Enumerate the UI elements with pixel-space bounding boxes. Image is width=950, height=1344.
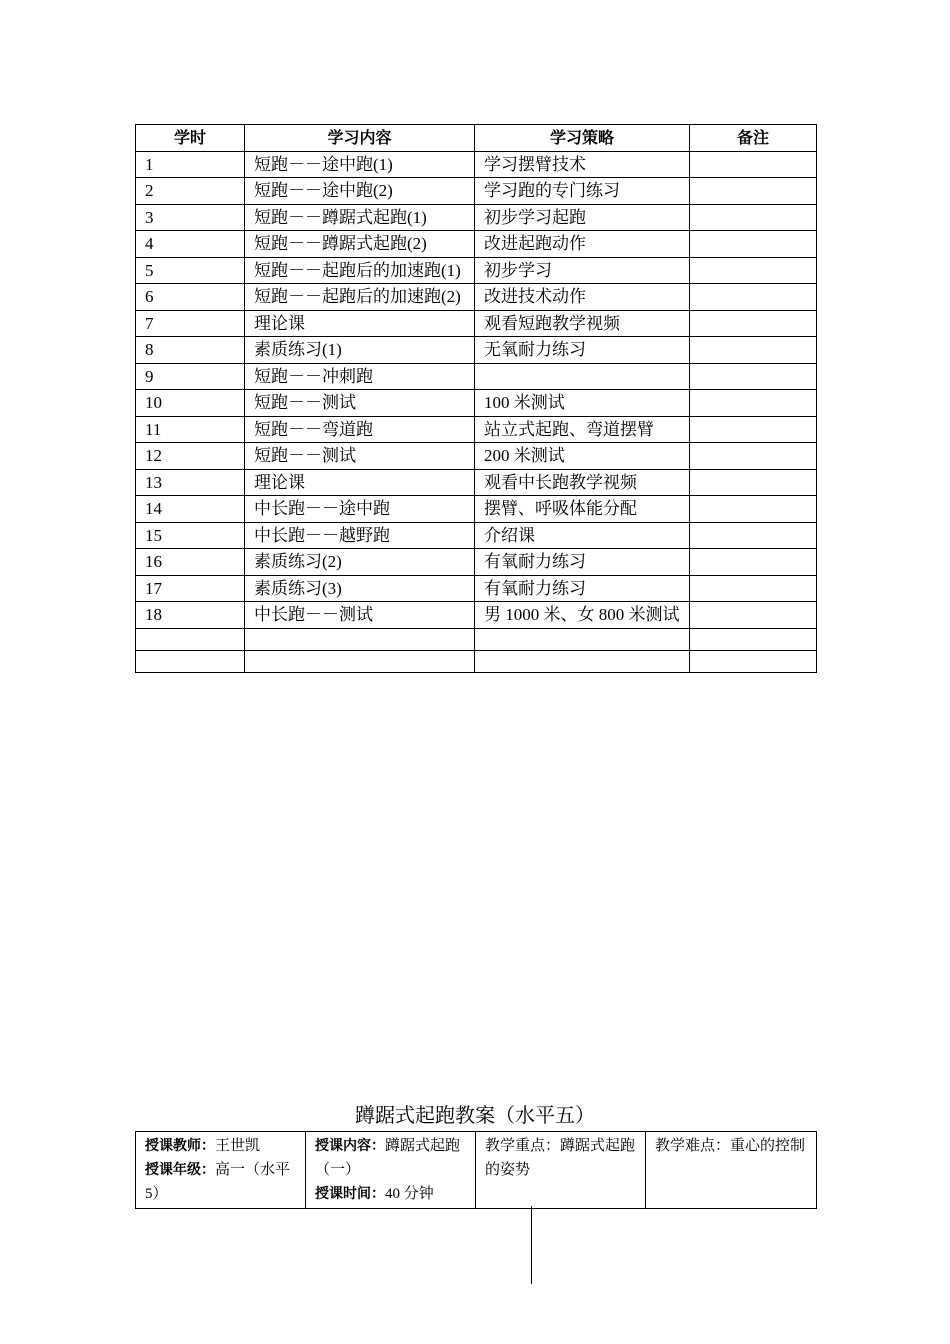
cell-remarks bbox=[690, 416, 817, 443]
cell-strategy: 100 米测试 bbox=[475, 390, 690, 417]
table-row bbox=[136, 522, 817, 549]
difficulty-cell bbox=[646, 1132, 817, 1209]
lesson-plan-info-row bbox=[136, 1132, 817, 1209]
cell-content: 短跑－－途中跑(2) bbox=[245, 178, 475, 205]
cell-class-hour: 15 bbox=[136, 522, 245, 549]
cell-strategy: 200 米测试 bbox=[475, 443, 690, 470]
cell-strategy: 摆臂、呼吸体能分配 bbox=[475, 496, 690, 523]
cell-content: 素质练习(1) bbox=[245, 337, 475, 364]
cell-remarks bbox=[690, 257, 817, 284]
cell-strategy: 初步学习起跑 bbox=[475, 204, 690, 231]
cell-class-hour: 1 bbox=[136, 151, 245, 178]
table-row bbox=[136, 416, 817, 443]
table-row bbox=[136, 310, 817, 337]
table-row bbox=[136, 178, 817, 205]
time-label: 授课时间： bbox=[315, 1186, 385, 1202]
table-row bbox=[136, 257, 817, 284]
empty-cell bbox=[475, 628, 690, 650]
empty-cell bbox=[136, 628, 245, 650]
cell-class-hour: 3 bbox=[136, 204, 245, 231]
table-row bbox=[136, 602, 817, 629]
time-value: 40 分钟 bbox=[385, 1186, 434, 1202]
cell-class-hour: 16 bbox=[136, 549, 245, 576]
table-row bbox=[136, 496, 817, 523]
lesson-plan-title: 蹲踞式起跑教案（水平五） bbox=[355, 1105, 595, 1127]
cell-strategy: 观看短跑教学视频 bbox=[475, 310, 690, 337]
cell-class-hour: 6 bbox=[136, 284, 245, 311]
empty-cell bbox=[690, 650, 817, 672]
cell-content: 短跑－－蹲踞式起跑(2) bbox=[245, 231, 475, 258]
cell-strategy bbox=[475, 363, 690, 390]
cell-class-hour: 18 bbox=[136, 602, 245, 629]
cell-remarks bbox=[690, 575, 817, 602]
cell-content: 中长跑－－越野跑 bbox=[245, 522, 475, 549]
cell-class-hour: 4 bbox=[136, 231, 245, 258]
cell-strategy: 无氧耐力练习 bbox=[475, 337, 690, 364]
cell-remarks bbox=[690, 231, 817, 258]
lesson-plan-info-table bbox=[135, 1131, 817, 1209]
cell-class-hour: 11 bbox=[136, 416, 245, 443]
cell-content: 短跑－－弯道跑 bbox=[245, 416, 475, 443]
cell-remarks bbox=[690, 522, 817, 549]
table-row bbox=[136, 231, 817, 258]
schedule-body bbox=[136, 151, 817, 672]
header-content: 学习内容 bbox=[245, 125, 475, 152]
cell-remarks bbox=[690, 469, 817, 496]
cell-class-hour: 2 bbox=[136, 178, 245, 205]
cell-remarks bbox=[690, 549, 817, 576]
cell-content: 短跑－－蹲踞式起跑(1) bbox=[245, 204, 475, 231]
empty-cell bbox=[475, 650, 690, 672]
cell-remarks bbox=[690, 390, 817, 417]
teacher-label: 授课教师： bbox=[145, 1138, 215, 1154]
cell-content: 中长跑－－测试 bbox=[245, 602, 475, 629]
table-row bbox=[136, 575, 817, 602]
cell-class-hour: 9 bbox=[136, 363, 245, 390]
cell-strategy: 有氧耐力练习 bbox=[475, 549, 690, 576]
cell-content: 短跑－－冲刺跑 bbox=[245, 363, 475, 390]
cell-remarks bbox=[690, 178, 817, 205]
divider-line bbox=[531, 1206, 532, 1284]
table-row bbox=[136, 204, 817, 231]
course-schedule-table bbox=[135, 124, 817, 673]
cell-content: 理论课 bbox=[245, 310, 475, 337]
grade-value: 高一（水平 5） bbox=[145, 1162, 291, 1202]
cell-class-hour: 17 bbox=[136, 575, 245, 602]
cell-remarks bbox=[690, 496, 817, 523]
cell-class-hour: 7 bbox=[136, 310, 245, 337]
cell-strategy: 学习跑的专门练习 bbox=[475, 178, 690, 205]
cell-content: 素质练习(3) bbox=[245, 575, 475, 602]
cell-strategy: 改进技术动作 bbox=[475, 284, 690, 311]
cell-strategy: 有氧耐力练习 bbox=[475, 575, 690, 602]
header-remarks: 备注 bbox=[690, 125, 817, 152]
content-value: 蹲踞式起跑（一） bbox=[315, 1138, 461, 1178]
content-label: 授课内容： bbox=[315, 1138, 385, 1154]
cell-strategy: 男 1000 米、女 800 米测试 bbox=[475, 602, 690, 629]
cell-strategy: 站立式起跑、弯道摆臂 bbox=[475, 416, 690, 443]
cell-class-hour: 12 bbox=[136, 443, 245, 470]
cell-remarks bbox=[690, 204, 817, 231]
table-row bbox=[136, 363, 817, 390]
cell-class-hour: 14 bbox=[136, 496, 245, 523]
cell-content: 理论课 bbox=[245, 469, 475, 496]
empty-cell bbox=[245, 650, 475, 672]
key-point-text: 教学重点：蹲踞式起跑的姿势 bbox=[485, 1138, 636, 1178]
table-row bbox=[136, 151, 817, 178]
cell-remarks bbox=[690, 310, 817, 337]
table-row bbox=[136, 284, 817, 311]
cell-strategy: 观看中长跑教学视频 bbox=[475, 469, 690, 496]
cell-content: 短跑－－起跑后的加速跑(2) bbox=[245, 284, 475, 311]
empty-cell bbox=[690, 628, 817, 650]
cell-remarks bbox=[690, 151, 817, 178]
cell-content: 中长跑－－途中跑 bbox=[245, 496, 475, 523]
cell-strategy: 初步学习 bbox=[475, 257, 690, 284]
content-time-cell bbox=[306, 1132, 476, 1209]
cell-strategy: 学习摆臂技术 bbox=[475, 151, 690, 178]
cell-content: 短跑－－测试 bbox=[245, 443, 475, 470]
grade-label: 授课年级： bbox=[145, 1162, 215, 1178]
table-row bbox=[136, 337, 817, 364]
cell-strategy: 改进起跑动作 bbox=[475, 231, 690, 258]
empty-cell bbox=[245, 628, 475, 650]
cell-class-hour: 5 bbox=[136, 257, 245, 284]
cell-content: 短跑－－途中跑(1) bbox=[245, 151, 475, 178]
table-row bbox=[136, 390, 817, 417]
key-point-cell bbox=[476, 1132, 646, 1209]
table-row bbox=[136, 549, 817, 576]
cell-remarks bbox=[690, 602, 817, 629]
teacher-name: 王世凯 bbox=[215, 1138, 261, 1154]
cell-remarks bbox=[690, 284, 817, 311]
cell-class-hour: 8 bbox=[136, 337, 245, 364]
teacher-grade-cell bbox=[136, 1132, 306, 1209]
cell-class-hour: 10 bbox=[136, 390, 245, 417]
cell-strategy: 介绍课 bbox=[475, 522, 690, 549]
header-strategy: 学习策略 bbox=[475, 125, 690, 152]
cell-content: 短跑－－起跑后的加速跑(1) bbox=[245, 257, 475, 284]
empty-table-row bbox=[136, 628, 817, 650]
header-class-hour: 学时 bbox=[136, 125, 245, 152]
cell-remarks bbox=[690, 337, 817, 364]
cell-remarks bbox=[690, 443, 817, 470]
cell-remarks bbox=[690, 363, 817, 390]
empty-cell bbox=[136, 650, 245, 672]
table-row bbox=[136, 469, 817, 496]
table-header-row bbox=[136, 125, 817, 152]
table-row bbox=[136, 443, 817, 470]
empty-table-row bbox=[136, 650, 817, 672]
cell-content: 素质练习(2) bbox=[245, 549, 475, 576]
cell-class-hour: 13 bbox=[136, 469, 245, 496]
difficulty-text: 教学难点：重心的控制 bbox=[655, 1138, 806, 1154]
cell-content: 短跑－－测试 bbox=[245, 390, 475, 417]
